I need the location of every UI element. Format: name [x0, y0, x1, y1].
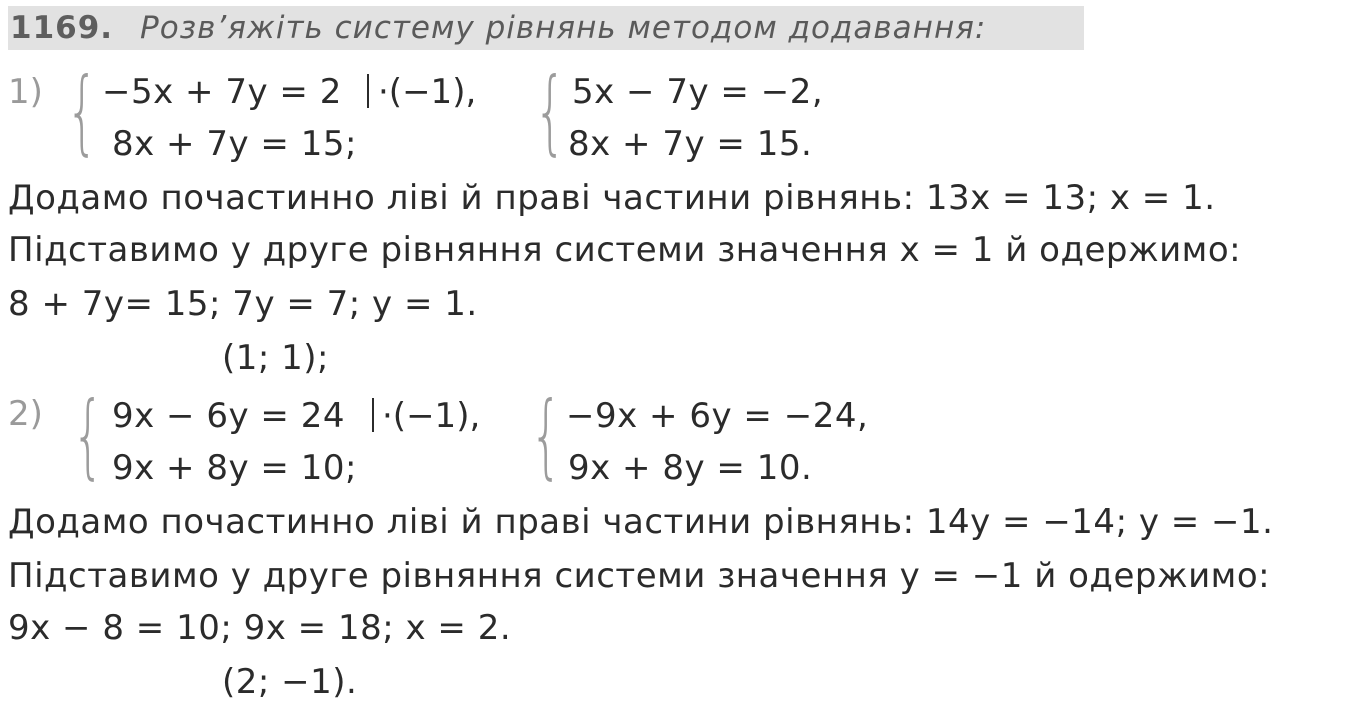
- task-1-multiplier-bar: [367, 74, 369, 108]
- task-2-step-solve: 9x − 8 = 10; 9x = 18; x = 2.: [8, 608, 512, 648]
- task-1-left-eq1: −5x + 7y = 2: [102, 72, 342, 112]
- task-1-step-solve: 8 + 7y= 15; 7y = 7; y = 1.: [8, 284, 478, 324]
- task-2-multiplier: ·(−1),: [382, 396, 481, 436]
- task-2-right-brace: {: [530, 382, 563, 489]
- task-1-label: 1): [8, 72, 43, 112]
- task-1-right-eq2: 8x + 7y = 15.: [568, 124, 813, 164]
- task-2-right-eq2: 9x + 8y = 10.: [568, 448, 813, 488]
- task-1-answer: (1; 1);: [222, 338, 330, 378]
- task-1-left-brace: {: [66, 58, 99, 165]
- task-2-step-add: Додамо почастинно ліві й праві частини рівнянь: 14y = −14; y = −1.: [8, 502, 1274, 542]
- task-2-left-brace: {: [72, 382, 105, 489]
- task-2-step-substitute: Підставимо у друге рівняння системи значення y = −1 й одержимо:: [8, 556, 1271, 596]
- task-1-multiplier: ·(−1),: [378, 72, 477, 112]
- task-2-label: 2): [8, 394, 43, 434]
- task-2-right-eq1: −9x + 6y = −24,: [566, 396, 869, 436]
- task-2-answer: (2; −1).: [222, 662, 358, 702]
- task-1-right-brace: {: [534, 58, 567, 165]
- task-2-multiplier-bar: [372, 398, 374, 432]
- task-2-left-eq1: 9x − 6y = 24: [112, 396, 345, 436]
- task-1-left-eq2: 8x + 7y = 15;: [112, 124, 357, 164]
- task-1-step-add: Додамо почастинно ліві й праві частини рівнянь: 13x = 13; x = 1.: [8, 178, 1216, 218]
- task-2-left-eq2: 9x + 8y = 10;: [112, 448, 357, 488]
- task-1-right-eq1: 5x − 7y = −2,: [572, 72, 824, 112]
- exercise-header: [8, 6, 1084, 50]
- task-1-step-substitute: Підставимо у друге рівняння системи значення x = 1 й одержимо:: [8, 230, 1242, 270]
- exercise-instruction: Розв’яжіть систему рівнянь методом додавання:: [140, 10, 987, 46]
- exercise-number: 1169.: [10, 10, 114, 46]
